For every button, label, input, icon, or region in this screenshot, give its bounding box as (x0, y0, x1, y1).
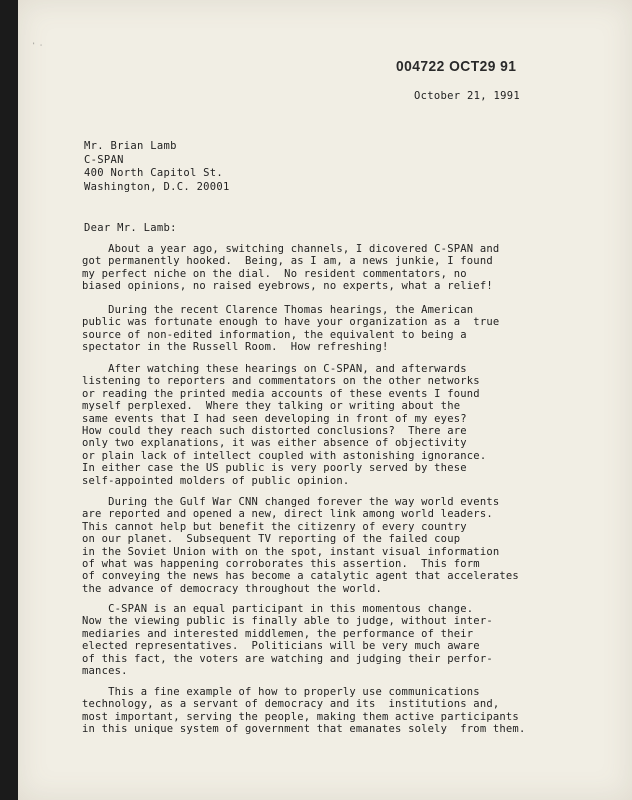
text-line: spectator in the Russell Room. How refreshing! (82, 341, 389, 354)
recipient-address (84, 140, 230, 194)
text-line: This cannot help but benefit the citizenry of every country (82, 520, 467, 533)
text-line: got permanently hooked. Being, as I am, a news junkie, I found (82, 255, 493, 268)
salutation: Dear Mr. Lamb: (84, 222, 177, 234)
text-line: of conveying the news has become a catalytic agent that accelerates (82, 570, 519, 583)
text-line: in the Soviet Union with on the spot, instant visual information (82, 545, 500, 558)
letter-page (18, 0, 632, 800)
text-line: mances. (82, 665, 128, 678)
received-stamp: 004722 OCT29 91 (396, 58, 517, 75)
paragraph-6 (82, 686, 582, 736)
text-line: my perfect niche on the dial. No resident commentators, no (82, 267, 467, 280)
address-line: Mr. Brian Lamb (84, 140, 177, 152)
text-line: are reported and opened a new, direct link among world leaders. (82, 508, 493, 521)
text-line: self-appointed molders of public opinion. (82, 474, 350, 487)
text-line: most important, serving the people, making them active participants (82, 710, 519, 723)
text-line: of what was happening corroborates this assertion. This form (82, 558, 480, 571)
address-line: C-SPAN (84, 153, 124, 166)
text-line: C-SPAN is an equal participant in this momentous change. (82, 603, 474, 615)
text-line: mediaries and interested middlemen, the performance of their (82, 627, 474, 640)
text-line: After watching these hearings on C-SPAN, and afterwards (82, 363, 467, 375)
paragraph-4 (82, 496, 582, 595)
text-line: on our planet. Subsequent TV reporting of the failed coup (82, 533, 461, 546)
text-line: Now the viewing public is finally able to judge, without inter- (82, 615, 493, 628)
text-line: or reading the printed media accounts of these events I found (82, 387, 480, 400)
text-line: of this fact, the voters are watching and judging their perfor- (82, 652, 493, 665)
paragraph-5 (82, 603, 582, 677)
text-line: biased opinions, no raised eyebrows, no experts, what a relief! (82, 280, 493, 293)
text-line: How could they reach such distorted conclusions? There are (82, 425, 467, 438)
text-line: the advance of democracy throughout the world. (82, 582, 382, 595)
text-line: technology, as a servant of democracy and its institutions and, (82, 698, 500, 711)
paragraph-3 (82, 363, 582, 487)
text-line: During the recent Clarence Thomas hearings, the American (82, 304, 474, 316)
text-line: only two explanations, it was either absence of objectivity (82, 437, 467, 450)
paragraph-1 (82, 243, 582, 293)
text-line: in this unique system of government that emanates solely from them. (82, 723, 526, 736)
text-line: About a year ago, switching channels, I dicovered C-SPAN and (82, 243, 500, 255)
text-line: public was fortunate enough to have your organization as a true (82, 316, 500, 329)
text-line: During the Gulf War CNN changed forever the way world events (82, 496, 500, 508)
text-line: listening to reporters and commentators on the other networks (82, 375, 480, 388)
text-line: same events that I had seen developing in front of my eyes? (82, 412, 467, 425)
paper-specks: ' · (32, 42, 43, 49)
address-line: 400 North Capitol St. (84, 167, 224, 179)
text-line: myself perplexed. Where they talking or writing about the (82, 400, 461, 413)
text-line: This a fine example of how to properly use communications (82, 686, 480, 698)
address-line: Washington, D.C. 20001 (84, 180, 230, 193)
letter-date: October 21, 1991 (414, 90, 520, 102)
text-line: In either case the US public is very poorly served by these (82, 462, 467, 475)
paragraph-2 (82, 304, 582, 354)
text-line: or plain lack of intellect coupled with astonishing ignorance. (82, 449, 487, 462)
text-line: source of non-edited information, the equivalent to being a (82, 328, 467, 341)
text-line: elected representatives. Politicians will be very much aware (82, 640, 480, 653)
